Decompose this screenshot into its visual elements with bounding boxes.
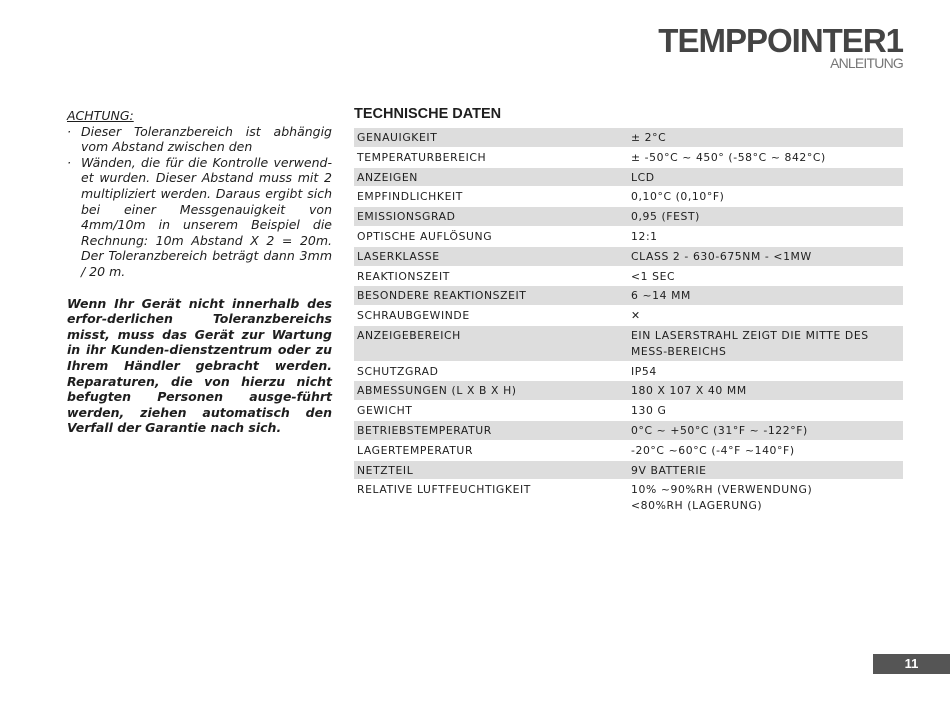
spec-row (354, 325, 903, 361)
spec-row (354, 401, 903, 421)
spec-value: -20°C ~60°C (-4°F ~140°F) (631, 443, 795, 457)
spec-value: LCD (628, 167, 903, 187)
spec-label: REAKTIONSZEIT (357, 269, 450, 283)
spec-row (354, 187, 903, 207)
spec-row (354, 226, 903, 246)
specs-table (354, 128, 903, 516)
spec-label: ANZEIGEN (354, 167, 628, 187)
spec-value: EIN LASERSTRAHL ZEIGT DIE MITTE DES MESS-BEREICHS (628, 325, 903, 361)
spec-row (354, 420, 903, 440)
spec-label: LASERKLASSE (354, 246, 628, 266)
spec-label: GEWICHT (357, 404, 413, 418)
spec-row (354, 167, 903, 187)
spec-row (354, 460, 903, 480)
spec-value: ± -50°C ~ 450° (-58°C ~ 842°C) (631, 150, 826, 164)
spec-value: <1 SEC (631, 269, 676, 283)
spec-value: 0,10°C (0,10°F) (631, 190, 725, 204)
spec-label: RELATIVE LUFTFEUCHTIGKEIT (357, 483, 531, 497)
spec-value: IP54 (631, 364, 657, 378)
warranty-paragraph: Wenn Ihr Gerät nicht innerhalb des erfor-derlichen Toleranzbereichs misst, muss das Gerät zur Wartung in ihr Kunden-dienstzentrum oder zu Ihrem Händler gebracht werden. Reparaturen, die von hierzu nicht befugten Personen ausge-führt werden, ziehen automatisch den Verfall der Garantie nach sich. (67, 295, 332, 436)
warning-column (67, 108, 332, 448)
spec-label: TEMPERATURBEREICH (357, 150, 487, 164)
page-number: 11 (873, 654, 950, 674)
spec-value: 0°C ~ +50°C (31°F ~ -122°F) (628, 420, 903, 440)
warning-bullet: · Wänden, die für die Kontrolle verwend-et wurden. Dieser Abstand muss mit 2 multipliziert werden. Daraus ergibt sich bei einer Messgenauigkeit von 4mm/10m in unserem Beispiel die Rechnung: 10m Abstand X 2 = 20m. Der Toleranzbereich beträgt dann 3mm / 20 m. (67, 155, 332, 280)
spec-label: EMPFINDLICHKEIT (357, 190, 463, 204)
spec-label: EMISSIONSGRAD (354, 207, 628, 227)
product-title: TEMPPOINTER1 (658, 22, 903, 59)
spec-row (354, 147, 903, 167)
spec-label: ABMESSUNGEN (L X B X H) (354, 381, 628, 401)
spec-value-line: 10% ~90%RH (VERWENDUNG) (631, 483, 813, 497)
warning-bullet: · Dieser Toleranzbereich ist abhängig vom Abstand zwischen den (67, 124, 332, 155)
spec-label: SCHRAUBGEWINDE (357, 309, 470, 323)
spec-row (354, 440, 903, 460)
spec-row (354, 480, 903, 516)
warning-bullets (67, 124, 332, 280)
spec-label: LAGERTEMPERATUR (357, 443, 474, 457)
spec-label: GENAUIGKEIT (354, 128, 628, 147)
spec-label: SCHUTZGRAD (357, 364, 439, 378)
cross-icon: ✕ (631, 309, 641, 323)
spec-label: ANZEIGEBEREICH (354, 325, 628, 361)
spec-label: BETRIEBSTEMPERATUR (354, 420, 628, 440)
spec-value: 0,95 (FEST) (628, 207, 903, 227)
spec-value: ± 2°C (628, 128, 903, 147)
spec-row (354, 361, 903, 381)
spec-value (628, 480, 903, 516)
spec-value: 180 X 107 X 40 MM (628, 381, 903, 401)
manual-subtitle: ANLEITUNG (830, 55, 903, 71)
spec-row (354, 128, 903, 147)
warning-title: ACHTUNG: (67, 108, 134, 123)
spec-value: 6 ~14 ΜM (628, 286, 903, 306)
spec-label: OPTISCHE AUFLÖSUNG (357, 229, 493, 243)
spec-value-line: <80%RH (LAGERUNG) (631, 499, 763, 513)
spec-label: BESONDERE REAKTIONSZEIT (354, 286, 628, 306)
spec-row (354, 207, 903, 227)
spec-row (354, 381, 903, 401)
spec-value: 12:1 (631, 229, 658, 243)
spec-row (354, 266, 903, 286)
brand-header (658, 24, 903, 70)
spec-row (354, 246, 903, 266)
section-title: TECHNISCHE DATEN (354, 106, 502, 122)
spec-label: NETZTEIL (354, 460, 628, 480)
technical-data-section (354, 106, 903, 516)
spec-row (354, 306, 903, 326)
spec-value: 9V BATTERIE (628, 460, 903, 480)
spec-value: CLASS 2 - 630-675NM - <1MW (628, 246, 903, 266)
spec-value: 130 G (631, 404, 667, 418)
spec-row (354, 286, 903, 306)
